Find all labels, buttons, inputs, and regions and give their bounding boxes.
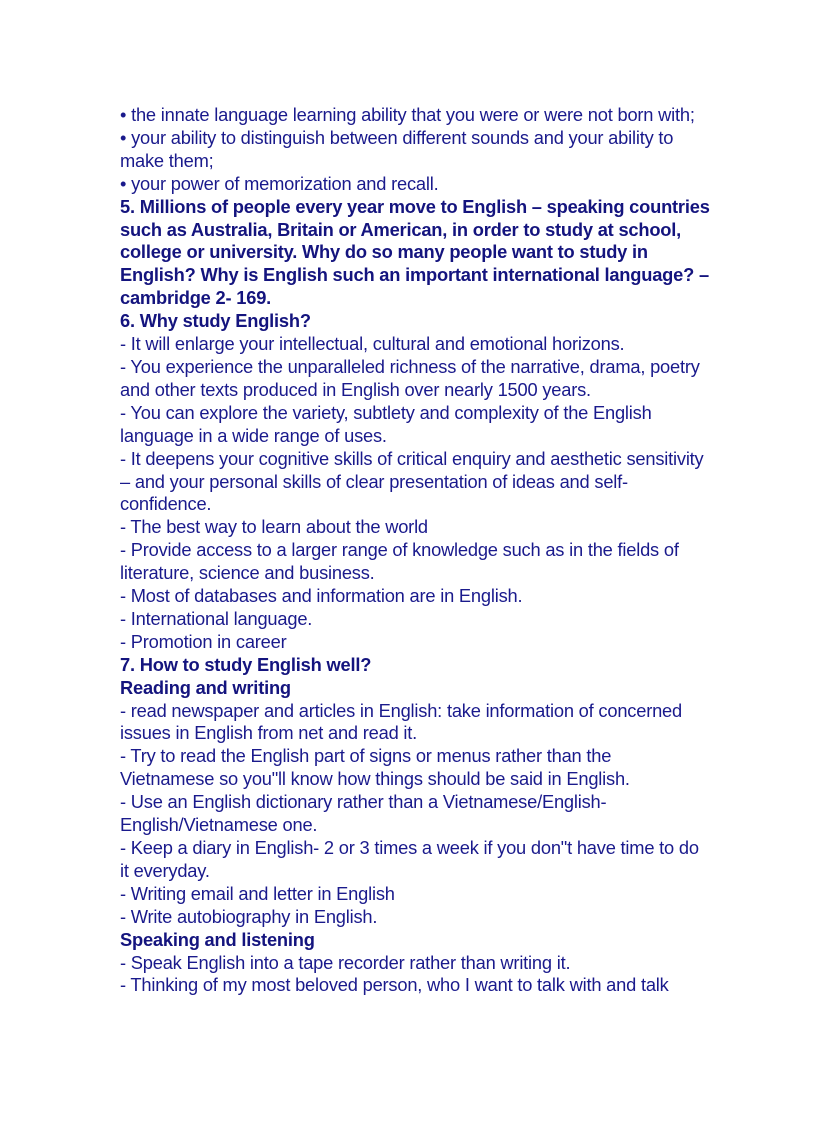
tip-signs-menus: - Try to read the English part of signs or menus rather than the Vietnamese so you"ll know how things should be said in English. — [120, 745, 630, 790]
document-page — [120, 104, 710, 997]
reason-horizons: - It will enlarge your intellectual, cultural and emotional horizons. — [120, 333, 625, 355]
tip-email-letter: - Writing email and letter in English — [120, 882, 395, 904]
tip-newspaper: - read newspaper and articles in English: take information of concerned issues in English from net and read it. — [120, 699, 682, 744]
tip-dictionary: - Use an English dictionary rather than a Vietnamese/English-English/Vietnamese one. — [120, 791, 607, 836]
bullet-distinguish-sounds: • your ability to distinguish between different sounds and your ability to make them; — [120, 126, 674, 171]
reason-knowledge-access: - Provide access to a larger range of knowledge such as in the fields of literature, science and business. — [120, 539, 679, 584]
reason-career: - Promotion in career — [120, 630, 287, 652]
reason-learn-world: - The best way to learn about the world — [120, 516, 428, 538]
reason-cognitive-skills: - It deepens your cognitive skills of critical enquiry and aesthetic sensitivity – and your personal skills of clear presentation of ideas and self-confidence. — [120, 447, 704, 515]
bullet-innate-ability: • the innate language learning ability that you were or were not born with; — [120, 104, 695, 125]
question-5: 5. Millions of people every year move to English – speaking countries such as Australia, Britain or American, in order to study at school, college or university. Why do so many people want to study in English? Why is English such an important international language? – cambridge 2- 169. — [120, 195, 710, 309]
subheading-reading-writing: Reading and writing — [120, 676, 291, 698]
bullet-memorization: • your power of memorization and recall. — [120, 172, 439, 194]
tip-beloved-person: - Thinking of my most beloved person, who I want to talk with and talk — [120, 974, 669, 996]
tip-autobiography: - Write autobiography in English. — [120, 905, 378, 927]
tip-tape-recorder: - Speak English into a tape recorder rather than writing it. — [120, 951, 571, 973]
subheading-speaking-listening: Speaking and listening — [120, 928, 315, 950]
reason-variety: - You can explore the variety, subtlety and complexity of the English language in a wide range of uses. — [120, 401, 652, 446]
reason-richness: - You experience the unparalleled richness of the narrative, drama, poetry and other texts produced in English over nearly 1500 years. — [120, 355, 700, 400]
tip-diary: - Keep a diary in English- 2 or 3 times a week if you don"t have time to do it everyday. — [120, 837, 699, 881]
heading-why-study-english: 6. Why study English? — [120, 310, 311, 332]
reason-databases: - Most of databases and information are in English. — [120, 585, 523, 607]
reason-international-language: - International language. — [120, 607, 313, 629]
heading-how-to-study: 7. How to study English well? — [120, 653, 372, 675]
